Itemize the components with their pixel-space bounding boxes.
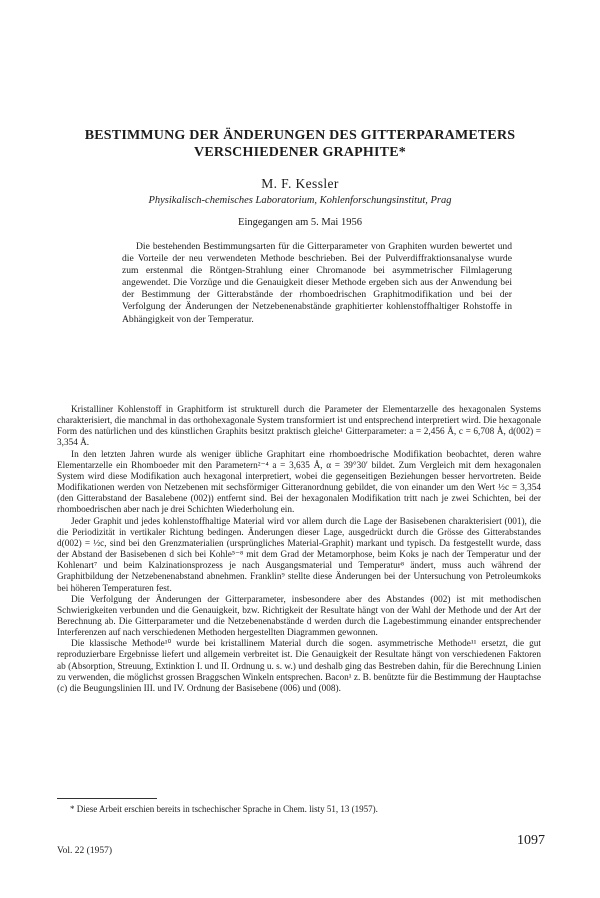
received-date: Eingegangen am 5. Mai 1956 <box>238 217 362 228</box>
journal-volume: Vol. 22 (1957) <box>57 846 112 856</box>
article-title-line-2: VERSCHIEDENER GRAPHITE* <box>194 145 406 160</box>
body-paragraph-2: In den letzten Jahren wurde als weniger übliche Graphitart eine rhomboedrische Modifikation beobachtet, deren wahre Elementarzelle ein Rhomboeder mit den Parametern²⁻⁴ a = 3,635 Å, α = 39°30′ bildet. Zum Vergleich mit dem hexagonalen System wird diese Modifikation auch hexagonal interpretiert, wobei die gegenseitigen Beziehungen besser hervortreten. Beide Modifikationen werden von Netzebenen mit sechsförmiger Gitteranordnung gebildet, die von einander um den Wert ½c = 3,354 (den Gitterabstand der Basalebene (002)) entfernt sind. Bei der hexagonalen Modifikation tritt nach je zwei Schichten, bei der rhomboedrischen aber nach je drei Schichten Wiederholung ein. <box>57 449 541 516</box>
body-paragraph-4: Die Verfolgung der Änderungen der Gitterparameter, insbesondere aber des Abstandes (002) ist mit methodischen Schwierigkeiten verbunden und die Genauigkeit, bzw. Richtigkeit der Resultate hängt von der Wahl der Methode und der Art der Berechnung ab. Die Gitterparameter und die Netzebenenabstände d werden durch die Lagebestimmung einander entsprechender Interferenzen auf nach verschiedenen Methoden hergestellten Diagrammen gewonnen. <box>57 594 541 639</box>
abstract: Die bestehenden Bestimmungsarten für die Gitterparameter von Graphiten wurden bewertet und die Vorteile der neu verwendeten Methode beschrieben. Bei der Pulverdiffraktionsanalyse wurde zum erstenmal die Röntgen-Strahlung einer Chromanode bei asymmetrischer Filmlagerung angewendet. Die Vorzüge und die Genauigkeit dieser Methode ergeben sich aus der Anwendung bei der Bestimmung der Gitterabstände der rhomboedrischen Graphitmodifikation und bei der Verfolgung der Änderungen der Netzebenenabstände graphitierter kohlenstoffhaltiger Rohstoffe in Abhängigkeit von der Temperatur. <box>122 241 512 325</box>
body-text <box>57 405 541 695</box>
body-paragraph-3: Jeder Graphit und jedes kohlenstoffhaltige Material wird vor allem durch die Lage der Basisebenen charakterisiert (001), die die Periodizität in vertikaler Richtung bedingen. Änderungen dieser Lage, ausgedrückt durch die Grösse des Gitterabstandes d(002) = ½c, sind bei den Grenzmaterialien (ursprüngliches Material-Graphit) markant und typisch. Da festgestellt wurde, dass der Abstand der Basisebenen d sich bei Kohle⁵⁻⁸ mit dem Grad der Metamorphose, beim Koks je nach der Temperatur und der Kohlenart⁷ und beim Kalzinationsprozess je nach Ausgangsmaterial und Temperatur⁸ ändert, muss auch während der Graphitbildung der Netzebenenabstand abnehmen. Franklin⁹ stellte diese Änderungen bei der Untersuchung von Petroleumkoks bei höheren Temperaturen fest. <box>57 516 541 594</box>
body-paragraph-5: Die klassische Methode¹⁰ wurde bei kristallinem Material durch die sogen. asymmetrische Methode¹¹ ersetzt, die gut reproduzierbare Ergebnisse liefert und allgemein verbreitet ist. Die Genauigkeit der Resultate hängt von verschiedenen Faktoren ab (Absorption, Streuung, Extinktion I. und II. Ordnung u. s. w.) und deshalb ging das Bestreben dahin, für die Berechnung Linien zu verwenden, die möglichst grossen Braggschen Winkeln entsprechen. Bacon¹ z. B. benützte für die Bestimmung der Hauptachse (c) die Beugungslinien III. und IV. Ordnung der Basisebene (006) und (008). <box>57 639 541 694</box>
footnote-divider <box>57 798 157 799</box>
article-title-line-1: BESTIMMUNG DER ÄNDERUNGEN DES GITTERPARAMETERS <box>84 128 516 143</box>
page-number: 1097 <box>517 833 545 848</box>
author-name: M. F. Kessler <box>261 176 339 191</box>
footnote: * Diese Arbeit erschien bereits in tschechischer Sprache in Chem. listy 51, 13 (1957). <box>70 804 378 814</box>
body-paragraph-1: Kristalliner Kohlenstoff in Graphitform ist strukturell durch die Parameter der Elementarzelle des hexagonalen Systems charakterisiert, die manchmal in das orthohexagonale System transformiert ist und entsprechend interpretiert wird. Die hexagonale Form des natürlichen und des künstlichen Graphits besitzt praktisch gleiche¹ Gitterparameter: a = 2,456 Å, c = 6,708 Å, d(002) = 3,354 Å. <box>57 405 541 449</box>
author-affiliation: Physikalisch-chemisches Laboratorium, Kohlenforschungsinstitut, Prag <box>148 195 452 206</box>
